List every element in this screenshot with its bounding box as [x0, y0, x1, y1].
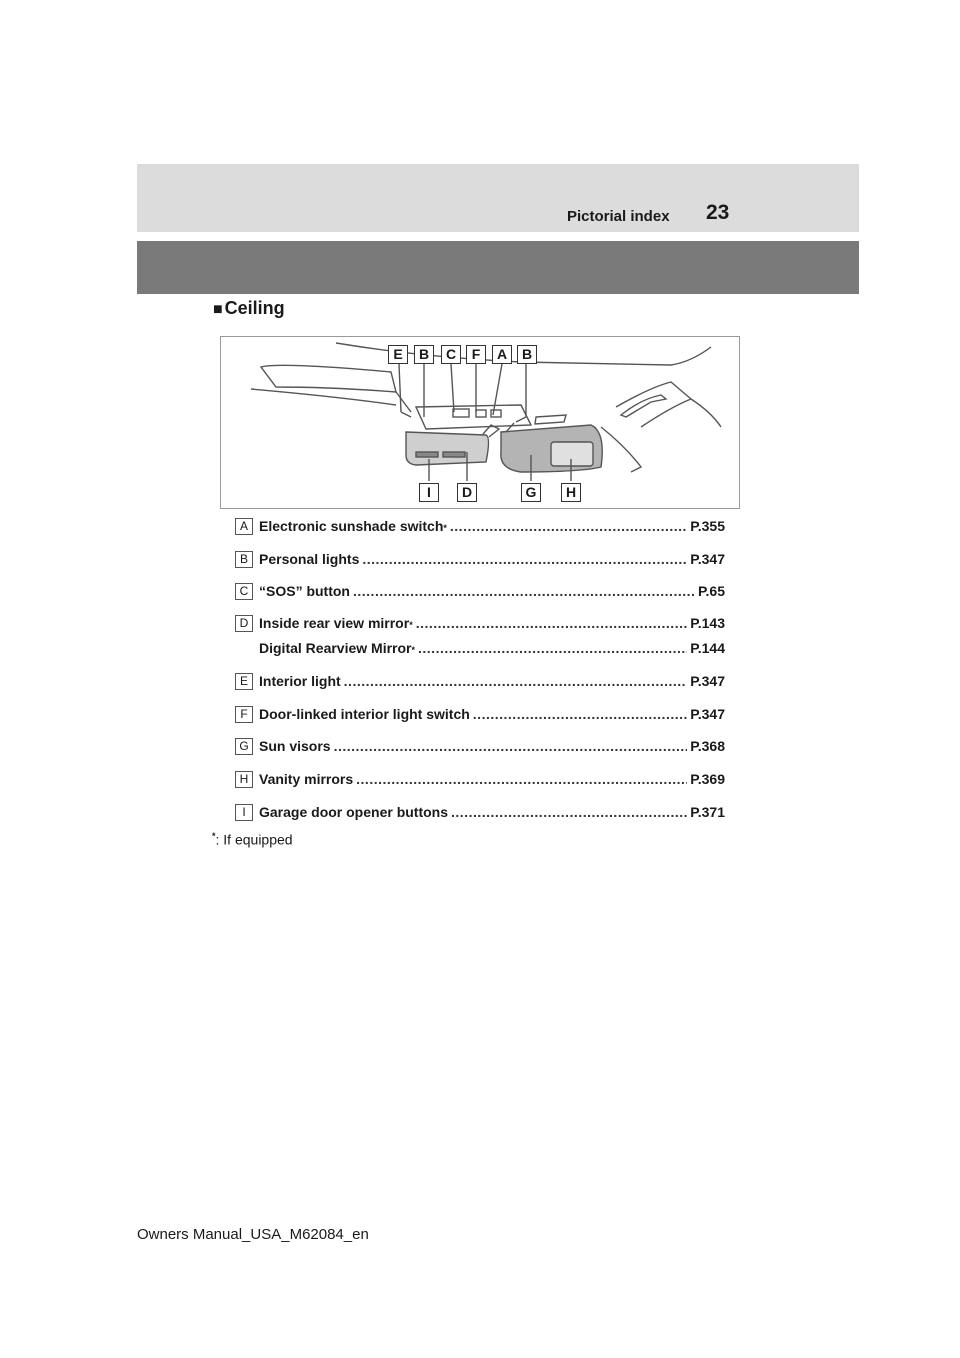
legend-label: Sun visors	[259, 738, 331, 754]
legend-label: Inside rear view mirror	[259, 615, 410, 631]
callout-top-2: B	[414, 345, 434, 364]
legend-page-ref[interactable]: P.144	[690, 640, 725, 656]
legend-item	[235, 671, 725, 693]
legend-page-ref[interactable]: P.368	[690, 738, 725, 754]
legend-item	[235, 613, 725, 635]
legend-page-ref[interactable]: P.347	[690, 673, 725, 689]
callout-top-3: C	[441, 345, 461, 364]
legend-item	[235, 802, 725, 824]
legend-page-ref[interactable]: P.347	[690, 706, 725, 722]
subheading-text: Ceiling	[224, 298, 285, 318]
legend-label: Electronic sunshade switch	[259, 518, 444, 534]
callout-top-6: B	[517, 345, 537, 364]
callout-top-4: F	[466, 345, 486, 364]
legend-item	[235, 516, 725, 538]
footer-manual-id: Owners Manual_USA_M62084_en	[137, 1226, 369, 1243]
legend-label: Interior light	[259, 673, 341, 689]
callout-top-5: A	[492, 345, 512, 364]
legend-item	[235, 704, 725, 726]
section-title: Pictorial index	[567, 208, 670, 225]
callout-bottom-1: I	[419, 483, 439, 502]
callout-top-1: E	[388, 345, 408, 364]
legend-letter: E	[235, 673, 253, 690]
legend-letter: H	[235, 771, 253, 788]
legend-item	[235, 581, 725, 603]
legend-page-ref[interactable]: P.347	[690, 551, 725, 567]
asterisk-mark: *	[443, 523, 447, 533]
legend-letter: B	[235, 551, 253, 568]
legend-label: Door-linked interior light switch	[259, 706, 470, 722]
legend-page-ref[interactable]: P.143	[690, 615, 725, 631]
legend-label: “SOS” button	[259, 583, 350, 599]
legend-page-ref[interactable]: P.65	[698, 583, 725, 599]
footnote-text: : If equipped	[215, 831, 293, 848]
legend-letter: I	[235, 804, 253, 821]
legend-letter: D	[235, 615, 253, 632]
callout-bottom-3: G	[521, 483, 541, 502]
section-divider-band	[137, 241, 859, 294]
legend-letter: G	[235, 738, 253, 755]
asterisk-mark: *	[411, 645, 416, 655]
legend-item	[235, 736, 725, 758]
page-number: 23	[706, 201, 730, 224]
ceiling-illustration	[220, 336, 740, 509]
legend-page-ref[interactable]: P.355	[690, 518, 725, 534]
footnote	[212, 831, 293, 848]
legend-page-ref[interactable]: P.371	[690, 804, 725, 820]
header-band	[137, 164, 859, 232]
legend-item	[235, 638, 725, 660]
footnote-mark: *	[212, 831, 216, 841]
asterisk-mark: *	[409, 620, 413, 630]
legend-letter: F	[235, 706, 253, 723]
callout-bottom-4: H	[561, 483, 581, 502]
legend-label: Garage door opener buttons	[259, 804, 449, 820]
square-bullet-icon: ■	[213, 301, 223, 318]
legend-letter: C	[235, 583, 253, 600]
callout-bottom-2: D	[457, 483, 477, 502]
legend-letter: A	[235, 518, 253, 535]
subheading	[213, 298, 285, 319]
legend-label: Digital Rearview Mirror	[259, 640, 412, 656]
legend-item	[235, 549, 725, 571]
legend-label: Personal lights	[259, 551, 360, 567]
legend-page-ref[interactable]: P.369	[690, 771, 725, 787]
legend-item	[235, 769, 725, 791]
legend-label: Vanity mirrors	[259, 771, 354, 787]
